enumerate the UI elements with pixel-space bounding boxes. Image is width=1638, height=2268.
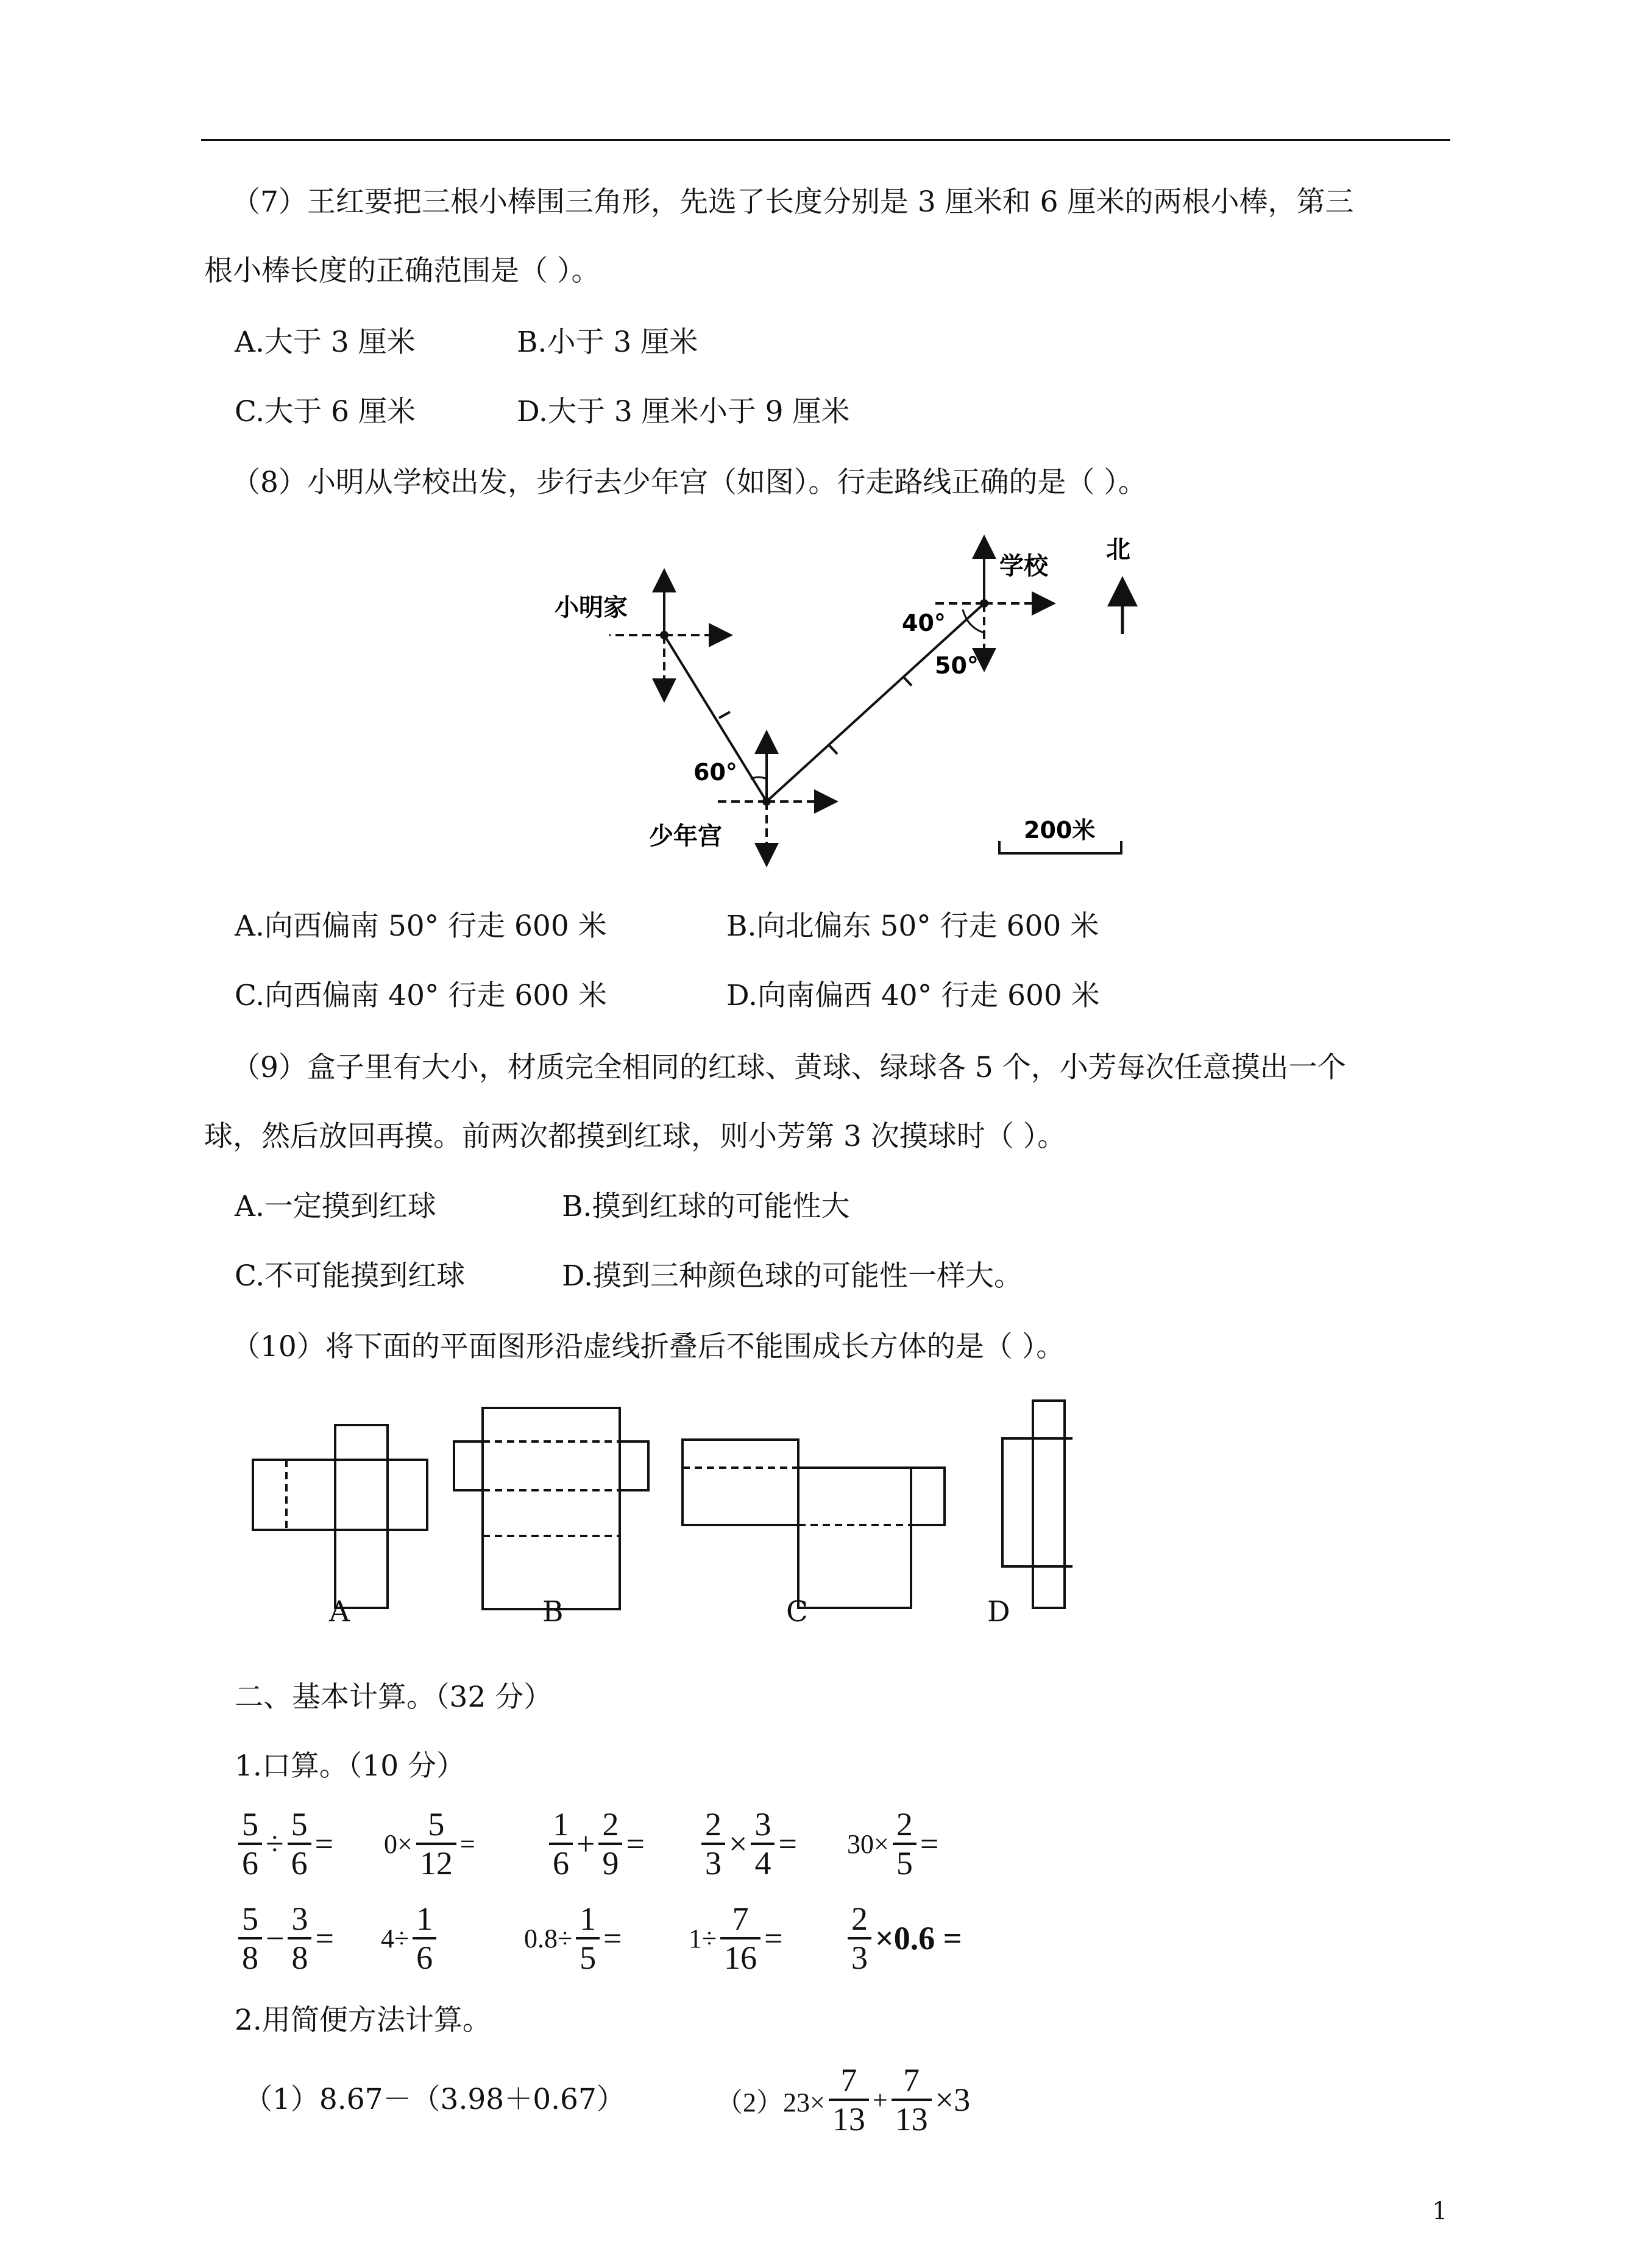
q9-option-d: D.摸到三种颜色球的可能性一样大。 xyxy=(562,1259,1023,1293)
section2-sub1: 1.口算。（10 分） xyxy=(235,1749,466,1783)
box-nets-figure xyxy=(244,1384,1072,1640)
simplify-calc-1: （1）8.67－（3.98＋0.67） xyxy=(244,2083,625,2116)
q7-line1: （7）王红要把三根小棒围三角形，先选了长度分别是 3 厘米和 6 厘米的两根小棒，第三 xyxy=(232,185,1354,219)
calc-r2-1: $\frac{5}{8}$ − $\frac{3}{8}$ = xyxy=(235,1893,334,1984)
q7-line2: 根小棒长度的正确范围是（ ）。 xyxy=(204,254,600,288)
palace-compass-icon xyxy=(713,734,834,862)
map-scale-label: 200米 xyxy=(1024,817,1096,844)
q10-line1: （10）将下面的平面图形沿虚线折叠后不能围成长方体的是（ ）。 xyxy=(232,1330,1065,1363)
q7-option-d: D.大于 3 厘米小于 9 厘米 xyxy=(517,395,850,428)
q7-option-b: B.小于 3 厘米 xyxy=(517,325,698,359)
q7-option-c: C.大于 6 厘米 xyxy=(235,395,416,428)
net-label-c: C xyxy=(786,1595,808,1629)
q8-option-a: A.向西偏南 50° 行走 600 米 xyxy=(235,909,607,943)
map-label-school: 学校 xyxy=(999,552,1048,580)
route-school-palace xyxy=(767,603,984,802)
route-map-figure xyxy=(536,524,1158,872)
q8-line1: （8）小明从学校出发，步行去少年宫（如图）。行走路线正确的是（ ）。 xyxy=(232,466,1147,499)
q9-option-a: A.一定摸到红球 xyxy=(235,1190,436,1223)
calc-r1-3: $\frac{1}{6}$ + $\frac{2}{9}$ = xyxy=(545,1798,645,1889)
map-angle-40: 40° xyxy=(902,610,946,636)
section2-sub2: 2.用简便方法计算。 xyxy=(235,2003,491,2037)
net-label-b: B xyxy=(542,1595,564,1629)
map-angle-60: 60° xyxy=(693,759,737,786)
q7-option-a: A.大于 3 厘米 xyxy=(235,325,416,359)
map-label-north: 北 xyxy=(1106,536,1130,564)
calc-r1-4: $\frac{2}{3}$ × $\frac{3}{4}$ = xyxy=(698,1798,797,1889)
q9-option-b: B.摸到红球的可能性大 xyxy=(562,1190,850,1223)
header-rule xyxy=(201,139,1450,141)
map-label-home: 小明家 xyxy=(555,594,628,622)
calc-r2-3: 0.8÷ $\frac{1}{5}$ = xyxy=(524,1900,622,1976)
map-angle-50: 50° xyxy=(935,652,979,679)
q9-line1: （9）盒子里有大小，材质完全相同的红球、黄球、绿球各 5 个，小芳每次任意摸出一个 xyxy=(232,1051,1346,1084)
q9-option-c: C.不可能摸到红球 xyxy=(235,1259,466,1293)
map-label-palace: 少年宫 xyxy=(649,822,722,850)
net-b xyxy=(454,1408,648,1609)
section2-title: 二、基本计算。（32 分） xyxy=(235,1680,553,1714)
calc-r1-2: 0× $\frac{5}{12}$ = xyxy=(384,1806,475,1882)
page-number: 1 xyxy=(1432,2197,1448,2225)
net-d xyxy=(1002,1401,1072,1608)
net-a xyxy=(253,1425,427,1608)
home-compass-icon xyxy=(609,573,728,698)
q8-option-c: C.向西偏南 40° 行走 600 米 xyxy=(235,979,607,1012)
q9-line2: 球，然后放回再摸。前两次都摸到红球，则小芳第 3 次摸球时（ ）。 xyxy=(204,1120,1066,1153)
calc-r2-4: 1÷ $\frac{7}{16}$ = xyxy=(689,1900,783,1976)
net-label-d: D xyxy=(987,1595,1010,1629)
net-label-a: A xyxy=(329,1595,350,1629)
simplify-calc-2: （2）23× $\frac{7}{13}$ + $\frac{7}{13}$ ×3 xyxy=(716,2062,971,2138)
calc-r2-2: 4÷ $\frac{1}{6}$ xyxy=(381,1893,440,1984)
calc-r2-5: $\frac{2}{3}$ ×0.6 = xyxy=(844,1893,962,1984)
net-c xyxy=(682,1440,945,1608)
q8-option-b: B.向北偏东 50° 行走 600 米 xyxy=(726,909,1099,943)
calc-r1-1: $\frac{5}{6}$ ÷ $\frac{5}{6}$ = xyxy=(235,1798,333,1889)
calc-r1-5: 30× $\frac{2}{5}$ = xyxy=(847,1806,939,1882)
q8-option-d: D.向南偏西 40° 行走 600 米 xyxy=(726,979,1100,1012)
